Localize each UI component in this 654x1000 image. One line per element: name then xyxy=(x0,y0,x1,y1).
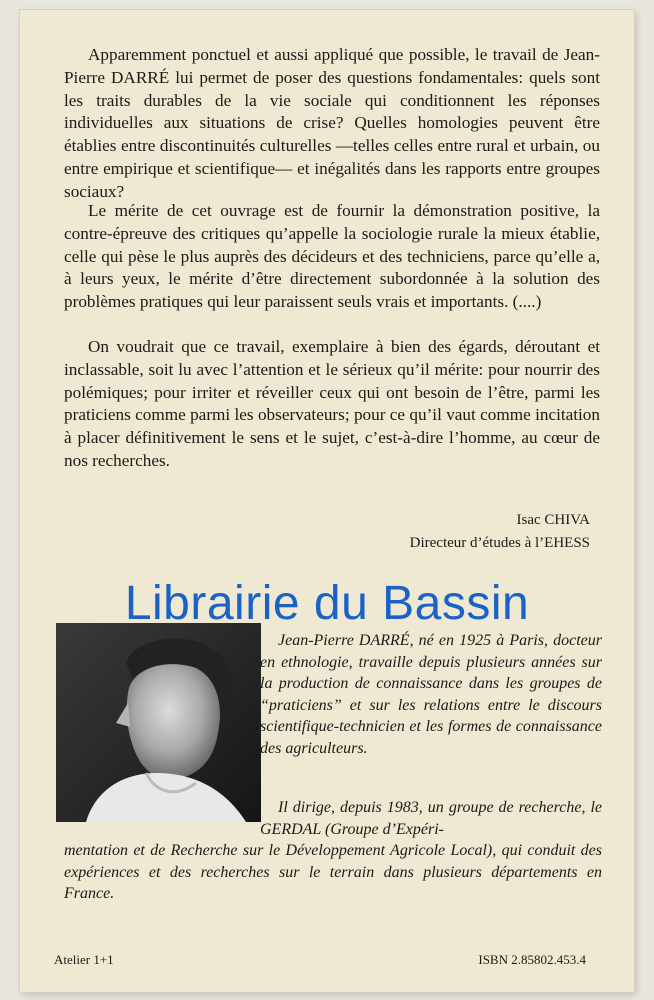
blurb-paragraph-3: On voudrait que ce travail, exemplaire à bien des égards, déroutant et inclassable, soit lu avec l’attention et le sérieux qu’il mérite: pour nourrir des polémiques; pour irriter et réveiller ceux qui ont besoin de l’être, parmi les praticiens comme parmi les observateurs; pour ce qu’il vaut comme incitation à placer définitivement le sens et le sujet, c’est-à-dire l’homme, au cœur de nos recherches. xyxy=(64,337,600,470)
author-bio-paragraph-2-rest: mentation et de Recherche sur le Développement Agricole Local), qui conduit des expériences et des recherches sur le terrain dans plusieurs départements en France. xyxy=(64,842,602,903)
author-bio-paragraph-2-start: Il dirige, depuis 1983, un groupe de recherche, le GERDAL (Groupe d’Expéri- xyxy=(260,799,602,838)
isbn-number: ISBN 2.85802.453.4 xyxy=(478,952,586,967)
publisher-imprint: Atelier 1+1 xyxy=(54,952,114,967)
author-photo xyxy=(56,623,261,822)
blurb-paragraph-2: Le mérite de cet ouvrage est de fournir la démonstration positive, la contre-épreuve des critiques qu’appelle la sociologie rurale la mieux établie, celle qui pèse le plus auprès des décideurs et des techniciens, parce qu’elle a, à leurs yeux, le mérite d’être directement subordonnée à la solution des problèmes pratiques qui leur paraissent seuls vrais et importants. (....) xyxy=(64,201,600,312)
blurb-paragraph-1: Apparemment ponctuel et aussi appliqué que possible, le travail de Jean-Pierre DARRÉ lui permet de poser des questions fondamentales: quels sont les traits durables de la vie sociale qui conditionnent les réponses individuelles aux situations de crise? Quelles homologies peuvent être établies entre discontinuités culturelles —telles celles entre rural et urbain, ou entre empirique et scientifique— et inégalités dans les rapports entre groupes sociaux? xyxy=(64,45,600,201)
author-portrait-image xyxy=(56,623,261,822)
bookshop-watermark: Librairie du Bassin xyxy=(124,577,530,630)
signature-name: Isac CHIVA xyxy=(516,512,590,528)
book-back-cover xyxy=(20,10,634,992)
signature-role: Directeur d’études à l’EHESS xyxy=(409,535,590,551)
author-bio-paragraph-1: Jean-Pierre DARRÉ, né en 1925 à Paris, docteur en ethnologie, travaille depuis plusieurs années sur la production de connaissance dans les groupes de “praticiens” et sur les relations entre le discours scientifique-technicien et les formes de connaissance des agriculteurs. xyxy=(260,632,602,757)
